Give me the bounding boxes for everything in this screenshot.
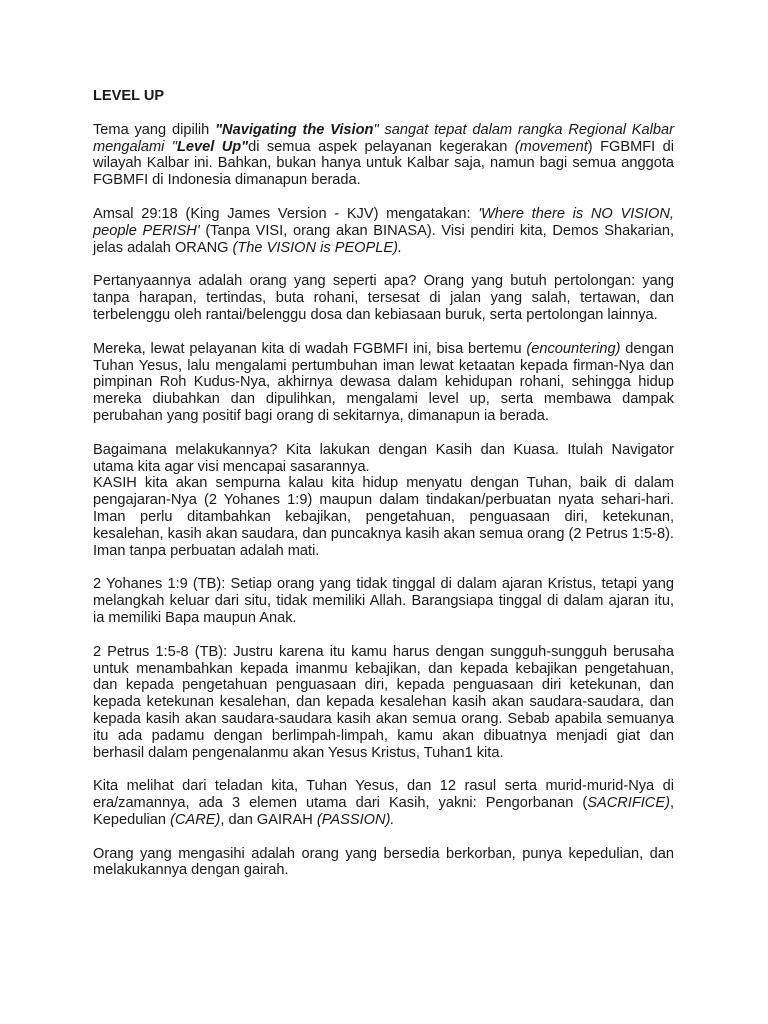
text-run: di semua aspek pelayanan kegerakan xyxy=(248,138,515,155)
paragraph-2-petrus: 2 Petrus 1:5-8 (TB): Justru karena itu kamu harus dengan sungguh-sungguh berusaha untuk menambahkan kepada imanmu kebajikan, dan kepada kebajikan pengetahuan, dan kepada pengetahuan penguasaan diri, kepada penguasaan diri ketekunan, dan kepada ketekunan kesalehan, dan kepada kesalehan kasih akan saudara-saudara, dan kepada kasih akan saudara-saudara kasih akan semua orang. Sebab apabila semuanya itu ada padamu dengan berlimpah-limpah, kamu akan dibuatnya menjadi giat dan berhasil dalam pengenalanmu akan Yesus Kristus, Tuhan1 kita. xyxy=(93,643,674,761)
paragraph-elements xyxy=(93,778,674,828)
document-page xyxy=(93,88,674,896)
paragraph-amsal xyxy=(93,206,674,256)
text-run-italic: (movement xyxy=(514,138,588,155)
text-run-italic: (PASSION). xyxy=(316,811,395,828)
paragraph-how: Bagaimana melakukannya? Kita lakukan dengan Kasih dan Kuasa. Itulah Navigator utama kita agar visi mencapai sasarannya. xyxy=(93,441,674,475)
text-run-italic: (CARE) xyxy=(170,811,221,828)
text-run-italic: 'Where there is NO VISION, people PERISH' xyxy=(93,205,674,239)
paragraph-2-yohanes: 2 Yohanes 1:9 (TB): Setiap orang yang tidak tinggal di dalam ajaran Kristus, tetapi yang melangkah keluar dari situ, tidak memiliki Allah. Barangsiapa tinggal di dalam ajaran itu, ia memiliki Bapa maupun Anak. xyxy=(93,576,674,626)
text-run-italic: (The VISION is PEOPLE). xyxy=(232,239,403,256)
text-run: Tema yang dipilih xyxy=(93,121,216,138)
document-title: LEVEL UP xyxy=(93,88,165,104)
paragraph-conclusion: Orang yang mengasihi adalah orang yang bersedia berkorban, punya kepedulian, dan melakukannya dengan gairah. xyxy=(93,845,674,879)
text-run-italic: (encountering) xyxy=(526,340,621,357)
text-run: , dan GAIRAH xyxy=(220,811,317,828)
text-run-bold-italic: Level Up" xyxy=(176,138,249,155)
paragraph-kasih: KASIH kita akan sempurna kalau kita hidup menyatu dengan Tuhan, baik di dalam pengajaran-Nya (2 Yohanes 1:9) maupun dalam tindakan/perbuatan nyata sehari-hari. Iman perlu ditambahkan kebajikan, pengetahuan, penguasaan diri, ketekunan, kesalehan, kasih akan saudara, dan puncaknya kasih akan semua orang (2 Petrus 1:5-8). Iman tanpa perbuatan adalah mati. xyxy=(93,475,674,559)
text-run-bold-italic: "Navigating the Vision xyxy=(215,121,374,138)
text-run: (Tanpa VISI, orang akan BINASA). Visi pendiri kita, Demos Shakarian, jelas adalah ORANG xyxy=(93,222,674,256)
text-run: dengan Tuhan Yesus, lalu mengalami pertumbuhan iman lewat ketaatan kepada firman-Nya dan pimpinan Roh Kudus-Nya, akhirnya dewasa dalam kehidupan rohani, sehingga hidup mereka diubahkan dan dipulihkan, mengalami level up, serta membawa dampak perubahan yang positif bagi orang di sekitarnya, dimanapun ia berada. xyxy=(93,340,674,424)
text-run-italic: SACRIFICE) xyxy=(587,795,670,812)
text-run: ) FGBMFI di wilayah Kalbar ini. Bahkan, bukan hanya untuk Kalbar saja, namun bagi semua anggota FGBMFI di Indonesia dimanapun berada. xyxy=(93,138,674,189)
text-run: Amsal 29:18 (King James Version - KJV) mengatakan: xyxy=(93,205,479,222)
paragraph-question: Pertanyaannya adalah orang yang seperti apa? Orang yang butuh pertolongan: yang tanpa harapan, tertindas, buta rohani, tersesat di jalan yang salah, tertawan, dan terbelenggu oleh rantai/belenggu dosa dan kebiasaan buruk, serta pertolongan lainnya. xyxy=(93,273,674,323)
text-run: Kita melihat dari teladan kita, Tuhan Yesus, dan 12 rasul serta murid-murid-Nya di era/zamannya, ada 3 elemen utama dari Kasih, yakni: Pengorbanan ( xyxy=(93,778,674,812)
paragraph-theme xyxy=(93,122,674,189)
paragraph-encounter xyxy=(93,341,674,425)
text-run: Mereka, lewat pelayanan kita di wadah FGBMFI ini, bisa bertemu xyxy=(93,340,527,357)
text-run-italic: " sangat tepat dalam rangka Regional Kalbar mengalami " xyxy=(93,121,674,155)
text-run: , Kepedulian xyxy=(93,795,674,828)
